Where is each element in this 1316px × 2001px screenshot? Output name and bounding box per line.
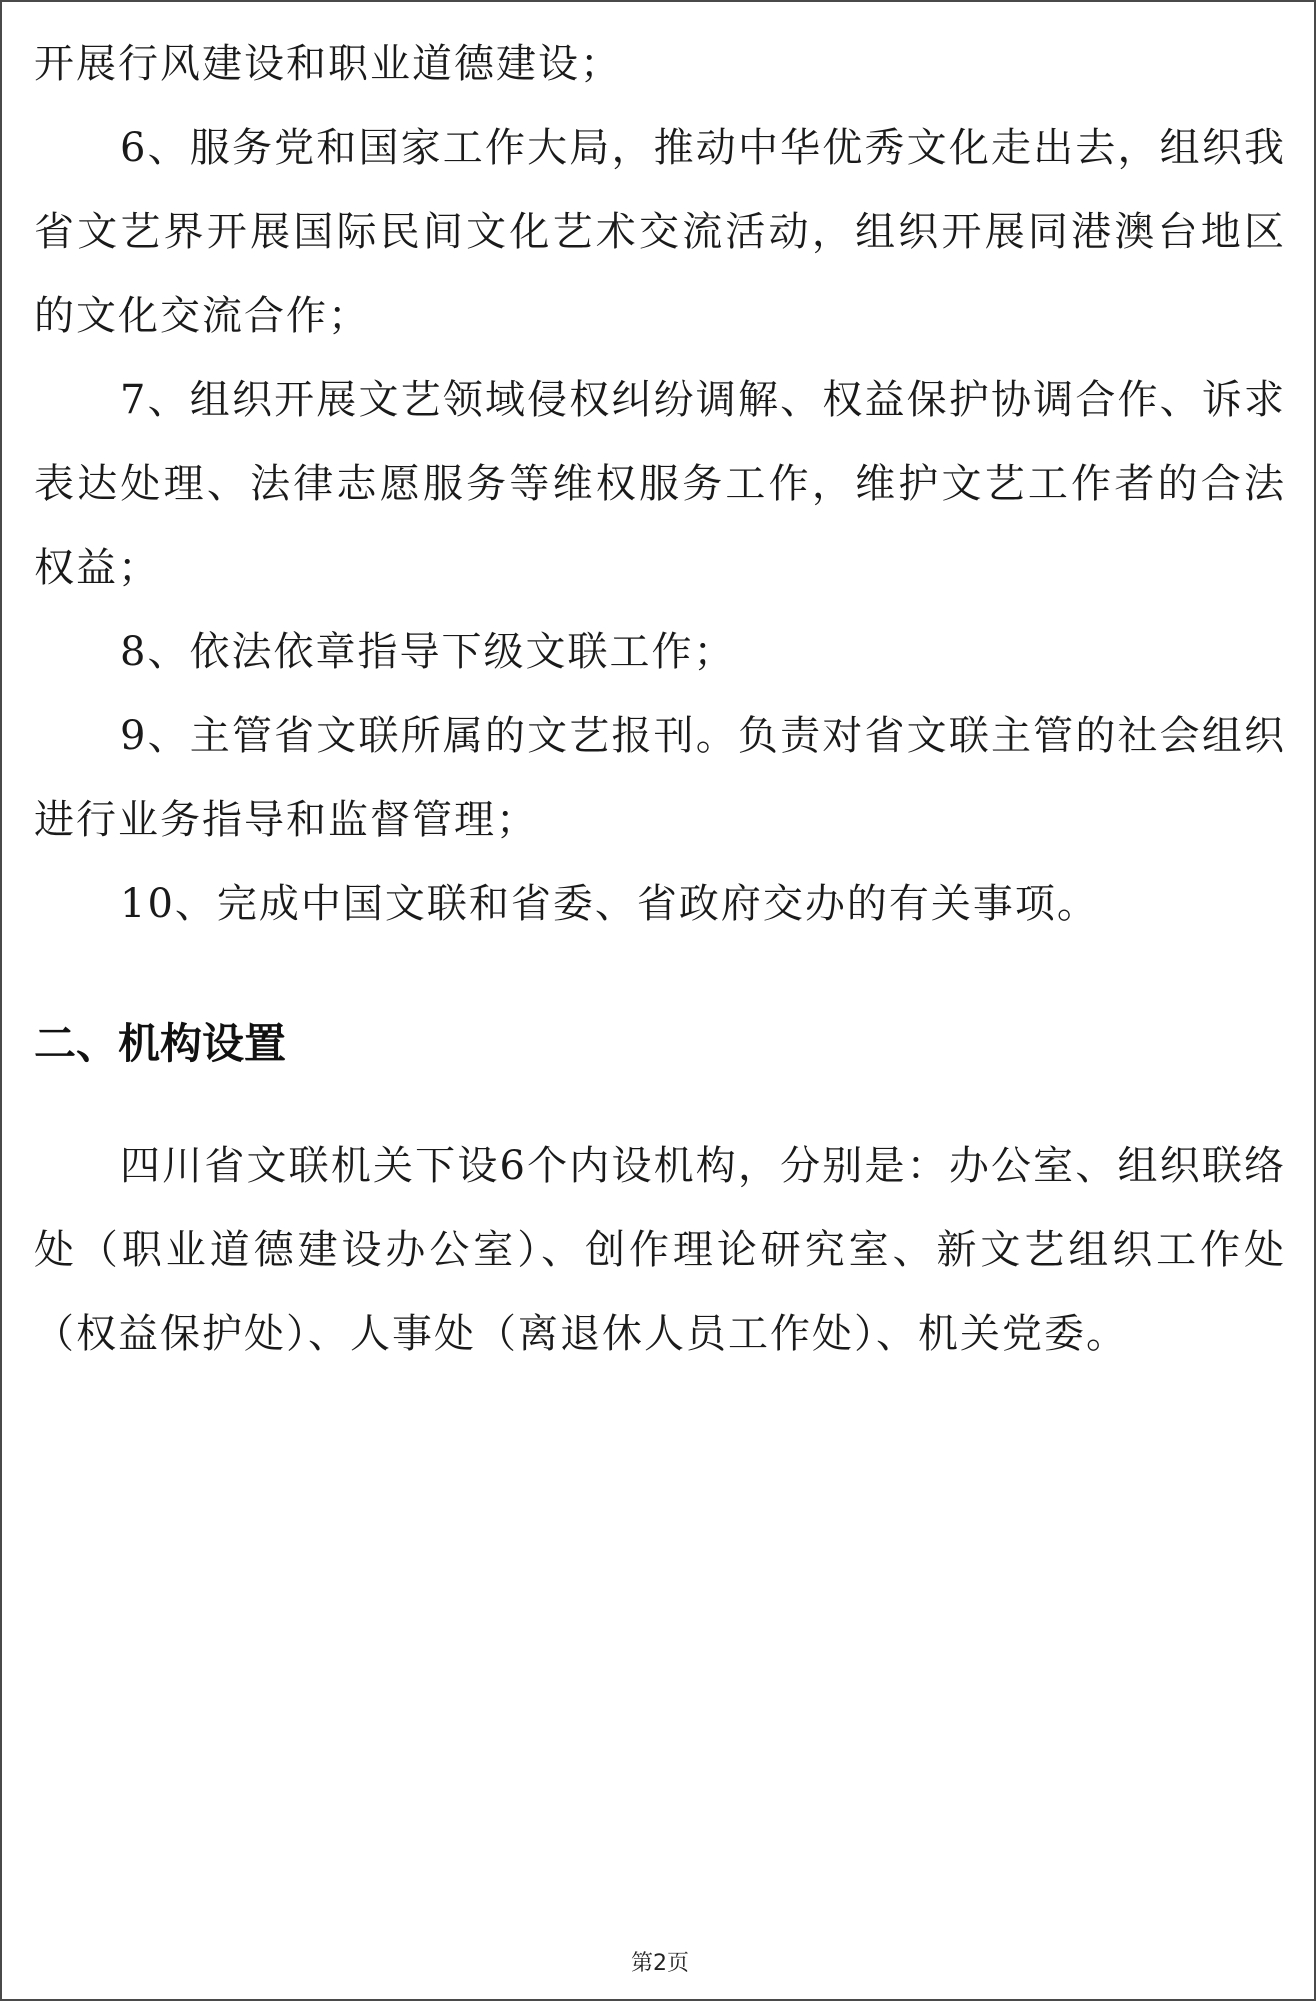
section-paragraph: 四川省文联机关下设6个内设机构，分别是：办公室、组织联络处（职业道德建设办公室）、创作理论研究室、新文艺组织工作处（权益保护处）、人事处（离退休人员工作处）、机关党委。 — [34, 1143, 1286, 1357]
document-body — [34, 22, 1286, 1376]
paragraph-item-9: 9、主管省文联所属的文艺报刊。负责对省文联主管的社会组织进行业务指导和监督管理； — [34, 713, 1286, 843]
section-heading: 二、机构设置 — [34, 1019, 287, 1068]
paragraph-item-10: 10、完成中国文联和省委、省政府交办的有关事项。 — [120, 881, 1099, 927]
page-number: 第2页 — [631, 1951, 689, 1976]
paragraph-continuation: 开展行风建设和职业道德建设； — [34, 41, 622, 87]
paragraph-item-7: 7、组织开展文艺领域侵权纠纷调解、权益保护协调合作、诉求表达处理、法律志愿服务等维权服务工作，维护文艺工作者的合法权益； — [34, 377, 1286, 591]
paragraph-item-8: 8、依法依章指导下级文联工作； — [120, 629, 736, 675]
section-spacer — [34, 946, 1286, 1002]
section-spacer — [34, 1086, 1286, 1124]
paragraph-item-6: 6、服务党和国家工作大局，推动中华优秀文化走出去，组织我省文艺界开展国际民间文化艺术交流活动，组织开展同港澳台地区的文化交流合作； — [34, 125, 1286, 339]
